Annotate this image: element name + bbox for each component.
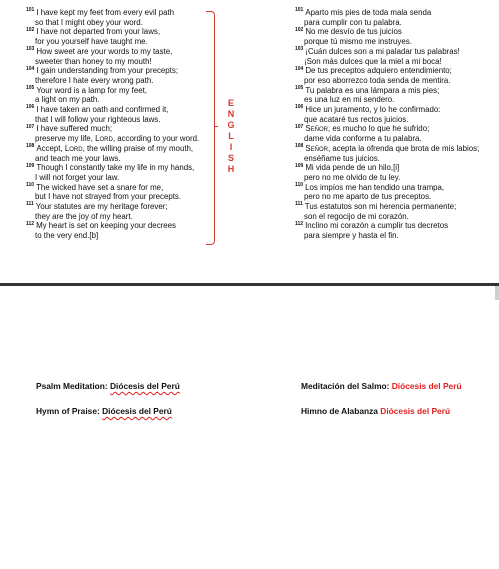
verse-text: No me desvío de tus juicios	[305, 27, 402, 37]
verse-text: a light on my path.	[35, 95, 100, 105]
verse-line	[26, 163, 214, 173]
verse-line	[26, 57, 214, 67]
himno-value[interactable]: Diócesis del Perú	[380, 406, 451, 416]
verse-line	[26, 192, 214, 202]
himno-alabanza-es	[301, 406, 450, 416]
verse-text: Accept, Lord, the willing praise of my mouth,	[36, 143, 194, 153]
english-label-letter: S	[227, 153, 234, 163]
verse-line	[26, 144, 214, 154]
verse-line	[295, 105, 493, 115]
hymn-praise-label: Hymn of Praise:	[36, 406, 103, 416]
verse-text: I have not departed from your laws,	[36, 27, 161, 37]
verse-text: Mi vida pende de un hilo,[i]	[305, 163, 400, 173]
english-column	[26, 8, 214, 241]
english-bracket	[206, 11, 215, 245]
verse-line	[26, 8, 214, 18]
verse-line	[295, 57, 493, 67]
verse-text: I have suffered much;	[36, 124, 113, 134]
verse-text: De tus preceptos adquiero entendimiento;	[305, 66, 452, 76]
verse-line	[26, 154, 214, 164]
verse-number: 105	[26, 85, 35, 91]
english-label-letter: E	[227, 98, 234, 108]
verse-line	[295, 183, 493, 193]
verse-line	[26, 47, 214, 57]
verse-line	[295, 192, 493, 202]
verse-text: therefore I hate every wrong path.	[35, 75, 154, 85]
verse-line	[26, 37, 214, 47]
verse-text: que acataré tus rectos juicios.	[304, 114, 409, 124]
meditacion-salmo-es	[301, 381, 462, 391]
verse-number: 103	[295, 46, 304, 53]
verse-line	[26, 134, 214, 144]
verse-text: so that I might obey your word.	[35, 17, 143, 27]
verse-line	[26, 202, 214, 212]
verse-line	[26, 105, 214, 115]
verse-text: es una luz en mi sendero.	[304, 95, 395, 105]
verse-line	[295, 95, 493, 105]
verse-text: and teach me your laws.	[35, 153, 121, 163]
verse-number: 111	[295, 201, 303, 208]
verse-line	[26, 18, 214, 28]
verse-text: Hice un juramento, y lo he confirmado:	[305, 105, 441, 115]
meditacion-value[interactable]: Diócesis del Perú	[391, 381, 462, 391]
verse-text: Tu palabra es una lámpara a mis pies;	[305, 85, 440, 95]
verse-text: I gain understanding from your precepts;	[36, 66, 179, 76]
verse-text: pero no me olvido de tu ley.	[304, 172, 401, 182]
verse-text: Los impíos me han tendido una trampa,	[305, 182, 445, 192]
verse-text: I have kept my feet from every evil path	[36, 8, 175, 17]
verse-number: 105	[295, 85, 304, 91]
verse-text: Your statutes are my heritage forever;	[35, 202, 168, 212]
verse-number: 109	[26, 162, 35, 169]
verse-line	[26, 86, 214, 96]
verse-line	[295, 202, 493, 212]
scrollbar-thumb[interactable]	[495, 286, 499, 300]
verse-text: preserve my life, Lord, according to your word.	[35, 134, 200, 144]
verse-line	[295, 134, 493, 144]
verse-text: dame vida conforme a tu palabra.	[304, 134, 422, 144]
verse-line	[295, 37, 493, 47]
verse-text: Señor, acepta la ofrenda que brota de mis labios;	[305, 143, 480, 153]
verse-line	[26, 183, 214, 193]
verse-line	[295, 18, 493, 28]
verse-number: 102	[26, 26, 35, 33]
verse-line	[26, 95, 214, 105]
english-label-letter: I	[229, 142, 233, 152]
scripture-page	[0, 0, 499, 283]
verse-text: Inclino mi corazón a cumplir tus decretos	[305, 221, 449, 231]
verse-line	[295, 144, 493, 154]
english-label-letter: N	[227, 109, 235, 119]
verse-line	[26, 212, 214, 222]
verse-line	[26, 27, 214, 37]
verse-number: 103	[26, 46, 35, 53]
hymn-praise-en	[36, 406, 172, 416]
hymn-praise-value[interactable]: Diócesis del Perú	[102, 406, 172, 416]
verse-number: 104	[26, 65, 35, 72]
verse-number: 104	[295, 65, 304, 72]
verse-text: that I will follow your righteous laws.	[35, 114, 161, 124]
verse-text: para siempre y hasta el fin.	[304, 231, 399, 241]
verse-text: pero no me aparto de tus preceptos.	[304, 192, 432, 202]
verse-number: 111	[26, 201, 34, 208]
verse-number: 112	[295, 220, 304, 227]
english-label-letter: H	[227, 164, 235, 174]
verse-line	[295, 27, 493, 37]
verse-line	[26, 221, 214, 231]
verse-number: 101	[295, 7, 304, 14]
verse-line	[26, 115, 214, 125]
verse-line	[295, 163, 493, 173]
verse-text: son el regocijo de mi corazón.	[304, 211, 409, 221]
verse-text: I have taken an oath and confirmed it,	[36, 105, 169, 115]
verse-line	[295, 221, 493, 231]
verse-line	[26, 231, 214, 241]
verse-text: The wicked have set a snare for me,	[36, 182, 164, 192]
verse-text: Señor, es mucho lo que he sufrido;	[305, 124, 430, 134]
verse-line	[295, 86, 493, 96]
psalm-meditation-en	[36, 381, 180, 391]
verse-line	[26, 173, 214, 183]
english-label-letter: G	[227, 120, 235, 130]
bracket-tick	[214, 126, 218, 127]
verse-text: porque tú mismo me instruyes.	[304, 37, 412, 47]
verse-line	[295, 124, 493, 134]
verse-number: 102	[295, 26, 304, 33]
psalm-meditation-value[interactable]: Diócesis del Perú	[110, 381, 180, 391]
verse-text: ¡Cuán dulces son a mi paladar tus palabras!	[305, 46, 460, 56]
verse-number: 107	[295, 123, 304, 130]
verse-line	[295, 154, 493, 164]
verse-text: sweeter than honey to my mouth!	[35, 56, 152, 66]
english-vertical-label	[226, 98, 236, 175]
verse-text: Though I constantly take my life in my hands,	[36, 163, 195, 173]
verse-line	[26, 66, 214, 76]
verse-line	[295, 76, 493, 86]
page-divider	[0, 283, 499, 286]
spanish-column	[295, 8, 493, 241]
verse-number: 107	[26, 123, 35, 130]
verse-line	[295, 8, 493, 18]
verse-line	[26, 76, 214, 86]
verse-text: I will not forget your law.	[35, 172, 120, 182]
verse-line	[295, 212, 493, 222]
verse-text: ¡Son más dulces que la miel a mi boca!	[304, 56, 442, 66]
verse-line	[295, 47, 493, 57]
verse-text: for you yourself have taught me.	[35, 37, 148, 47]
verse-number: 101	[26, 7, 35, 14]
verse-text: Aparto mis pies de toda mala senda	[305, 8, 432, 17]
verse-number: 110	[26, 182, 35, 189]
verse-number: 112	[26, 220, 35, 227]
verse-text: Tus estatutos son mi herencia permanente;	[304, 202, 457, 212]
psalm-meditation-label: Psalm Meditation:	[36, 381, 110, 391]
verse-number: 110	[295, 182, 304, 189]
verse-number: 106	[295, 104, 304, 111]
verse-line	[295, 173, 493, 183]
himno-label: Himno de Alabanza	[301, 406, 381, 416]
verse-text: How sweet are your words to my taste,	[36, 46, 173, 56]
verse-text: para cumplir con tu palabra.	[304, 17, 402, 27]
english-label-letter: L	[228, 131, 234, 141]
meditacion-label: Meditación del Salmo:	[301, 381, 392, 391]
verse-line	[26, 124, 214, 134]
verse-number: 106	[26, 104, 35, 111]
verse-number: 108	[26, 143, 35, 150]
verse-line	[295, 66, 493, 76]
verse-text: Your word is a lamp for my feet,	[36, 85, 148, 95]
verse-text: por eso aborrezco toda senda de mentira.	[304, 75, 451, 85]
verse-line	[295, 115, 493, 125]
verse-text: to the very end.[b]	[35, 231, 99, 241]
verse-line	[295, 231, 493, 241]
verse-text: but I have not strayed from your precepts.	[35, 192, 182, 202]
verse-number: 109	[295, 162, 304, 169]
verse-text: they are the joy of my heart.	[35, 211, 133, 221]
verse-number: 108	[295, 143, 304, 150]
verse-text: My heart is set on keeping your decrees	[36, 221, 176, 231]
verse-text: enséñame tus juicios.	[304, 153, 380, 163]
